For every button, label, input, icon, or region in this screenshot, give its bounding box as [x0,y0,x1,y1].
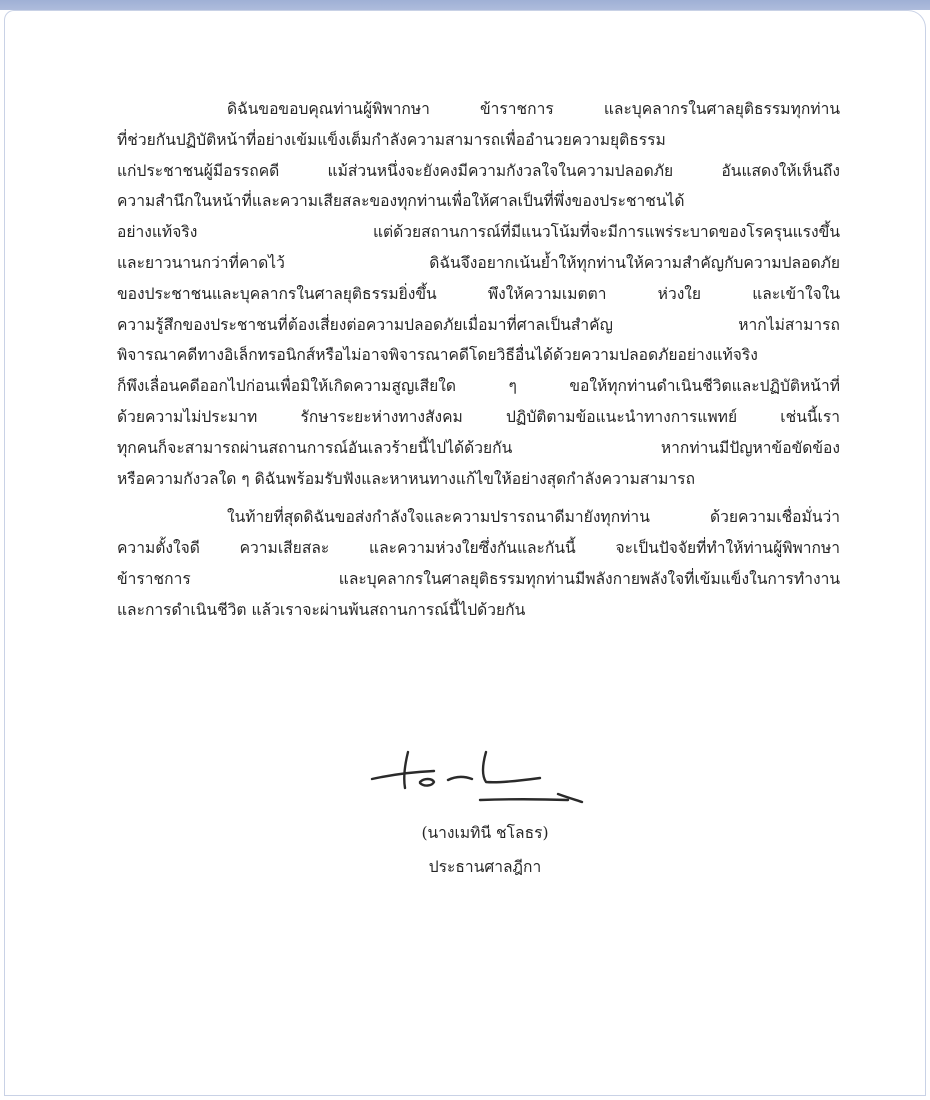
paragraph-1-line: แก่ประชาชนผู้มีอรรถคดี แม้ส่วนหนึ่งจะยังคงมีความกังวลใจในความปลอดภัย อันแสดงให้เห็นถึง [117,161,840,180]
letter-body [117,94,840,626]
paragraph-2-line: ความตั้งใจดี ความเสียสละ และความห่วงใยซึ่งกันและกันนี้ จะเป็นปัจจัยที่ทำให้ท่านผู้พิพากษา [117,539,840,558]
paragraph-1-line: ความสำนึกในหน้าที่และความเสียสละของทุกท่านเพื่อให้ศาลเป็นที่พึ่งของประชาชนได้ [117,192,685,211]
paragraph-1-line: ดิฉันขอขอบคุณท่านผู้พิพากษา ข้าราชการ และบุคลากรในศาลยุติธรรมทุกท่าน [227,100,840,118]
paragraph-2-line: และการดำเนินชีวิต แล้วเราจะผ่านพ้นสถานการณ์นี้ไปด้วยกัน [117,600,526,619]
signatory-position: ประธานศาลฎีกา [428,858,542,876]
paragraph-1-line: ทุกคนก็จะสามารถผ่านสถานการณ์อันเลวร้ายนี้ไปได้ด้วยกัน หากท่านมีปัญหาข้อขัดข้อง [117,438,840,457]
paragraph-1-line: ก็พึงเลื่อนคดีออกไปก่อนเพื่อมิให้เกิดความสูญเสียใด ๆ ขอให้ทุกท่านดำเนินชีวิตและปฏิบัติหน้าที่ [117,377,840,396]
handwritten-signature [368,742,588,812]
paragraph-2 [117,502,840,625]
paragraph-1-line: ความรู้สึกของประชาชนที่ต้องเสี่ยงต่อความปลอดภัยเมื่อมาที่ศาลเป็นสำคัญ หากไม่สามารถ [117,315,840,334]
paragraph-1 [117,94,840,494]
paragraph-1-line: ด้วยความไม่ประมาท รักษาระยะห่างทางสังคม ปฏิบัติตามข้อแนะนำทางการแพทย์ เช่นนี้เรา [117,407,840,426]
paragraph-1-line: ของประชาชนและบุคลากรในศาลยุติธรรมยิ่งขึ้น พึงให้ความเมตตา ห่วงใย และเข้าใจใน [117,284,840,303]
paragraph-1-line: ที่ช่วยกันปฏิบัติหน้าที่อย่างเข้มแข็งเต็มกำลังความสามารถเพื่ออำนวยความยุติธรรม [117,130,666,149]
paragraph-1-line: พิจารณาคดีทางอิเล็กทรอนิกส์หรือไม่อาจพิจารณาคดีโดยวิธีอื่นได้ด้วยความปลอดภัยอย่างแท้จริง [117,346,758,365]
paragraph-2-line: ในท้ายที่สุดดิฉันขอส่งกำลังใจและความปรารถนาดีมายังทุกท่าน ด้วยความเชื่อมั่นว่า [227,508,840,527]
paragraph-2-line: ข้าราชการ และบุคลากรในศาลยุติธรรมทุกท่านมีพลังกายพลังใจที่เข้มแข็งในการทำงาน [117,569,840,588]
paragraph-1-line: และยาวนานกว่าที่คาดไว้ ดิฉันจึงอยากเน้นย้ำให้ทุกท่านให้ความสำคัญกับความปลอดภัย [117,253,840,272]
paragraph-1-line: อย่างแท้จริง แต่ด้วยสถานการณ์ที่มีแนวโน้มที่จะมีการแพร่ระบาดของโรครุนแรงขึ้น [117,223,840,242]
signatory-name: (นางเมทินี ชโลธร) [421,824,549,842]
paragraph-1-line: หรือความกังวลใด ๆ ดิฉันพร้อมรับฟังและหาหนทางแก้ไขให้อย่างสุดกำลังความสามารถ [117,469,696,488]
